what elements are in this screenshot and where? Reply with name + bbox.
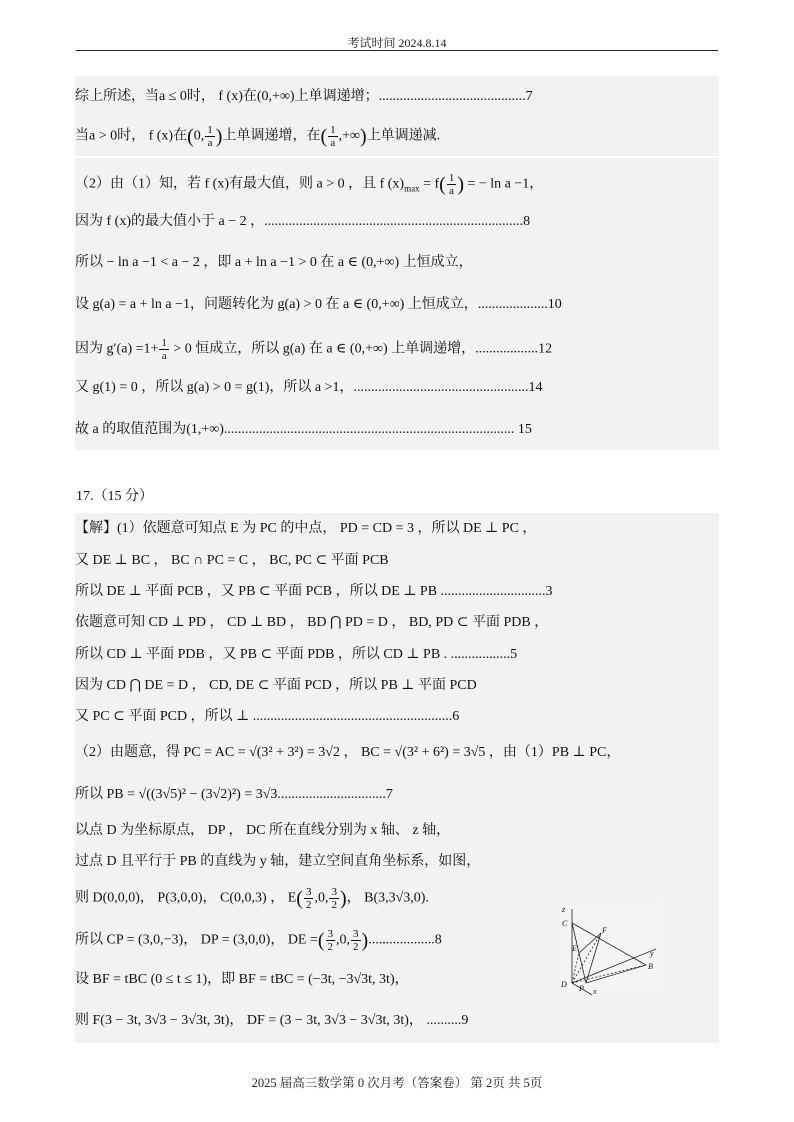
label-b: B bbox=[648, 962, 653, 971]
geometry-figure bbox=[558, 903, 663, 995]
block2-line-1: （2）由（1）知，若 f (x)有最大值，则 a > 0 ，且 f $(x)_{max} = f$( $\frac{1}{a}$ ) = − ln a −1， bbox=[75, 172, 544, 197]
block3-line-2: 又 DE ⊥ BC ， BC ∩ PC = C ， BC, PC ⊂ 平面 PCB bbox=[75, 553, 389, 568]
fraction-one-over-a: $\frac{1}{a}$ bbox=[448, 172, 455, 197]
exam-time-header: 考试时间 2024.8.14 bbox=[347, 36, 447, 50]
page-footer: 2025 届高三数学第 0 次月考（答案卷） 第 2页 共 5页 bbox=[251, 1076, 543, 1090]
label-p: P bbox=[579, 984, 584, 993]
block3-line-1: 【解】(1）依题意可知点 E 为 PC 的中点， PD = CD = 3 ，所以 DE ⊥ PC ， bbox=[75, 521, 537, 536]
fraction-three-halves: $\frac{3}{2}$ bbox=[331, 886, 337, 911]
label-y: y bbox=[650, 949, 654, 958]
block3-line-6: 因为 CD ⋂ DE = D ， CD, DE ⊂ 平面 PCD ，所以 PB ⊥ 平面 PCD bbox=[75, 678, 477, 693]
header-rule bbox=[76, 50, 718, 51]
edge-cb bbox=[572, 923, 646, 965]
block2-line-4: 设 g(a) = a + ln a −1，问题转化为 g(a) > 0 在 a ∈ (0,+∞) 上恒成立，....................10 bbox=[75, 297, 562, 312]
fraction-three-halves: $\frac{3}{2}$ bbox=[327, 928, 334, 953]
label-f: F bbox=[602, 926, 607, 935]
block3-line-13: 所以 CP = (3,0,−3)， DP = (3,0,0)， DE =( $\frac{3}{2}$ ,0, $\frac{3}{2}$ )...................8 bbox=[75, 928, 442, 953]
label-z: z bbox=[562, 905, 566, 914]
block3-line-7: 又 PC ⊂ 平面 PCD ，所以 ⊥ .........................................................6 bbox=[75, 709, 460, 724]
block1-line-2: 当a > 0时， f (x)在(0, $\frac{1}{a}$ )上单调递增，在( $\frac{1}{a}$ ,+∞)上单调递减. bbox=[75, 124, 441, 149]
block3-line-9: 所以 PB = √((3√5)² − (3√2)²) = 3√3...............................7 bbox=[75, 787, 393, 802]
block2-line-6: 又 g(1) = 0 ，所以 g(a) > 0 = g(1)，所以 a >1，..................................................14 bbox=[75, 380, 543, 395]
label-e: E bbox=[572, 944, 577, 953]
block3-line-10: 以点 D 为坐标原点， DP ， DC 所在直线分别为 x 轴、 z 轴， bbox=[75, 823, 451, 838]
block2-line-2: 因为 f (x)的最大值小于 a − 2 ，..........................................................................8 bbox=[75, 214, 531, 229]
edge-de bbox=[572, 953, 579, 983]
fraction-one-over-a: $\frac{1}{a}$ bbox=[207, 124, 213, 149]
block3-line-3: 所以 DE ⊥ 平面 PCB ，又 PB ⊂ 平面 PCB ，所以 DE ⊥ PB ..............................3 bbox=[75, 584, 553, 599]
block3-line-11: 过点 D 且平行于 PB 的直线为 y 轴，建立空间直角坐标系，如图， bbox=[75, 854, 481, 869]
block3-line-15: 则 F(3 − 3t, 3√3 − 3√3t, 3t)， DF = (3 − 3t, 3√3 − 3√3t, 3t)， ..........9 bbox=[75, 1013, 469, 1028]
edge-pf bbox=[586, 933, 601, 983]
block1-line-1: 综上所述，当a ≤ 0时， f (x)在(0,+∞)上单调递增；..........................................7 bbox=[75, 89, 533, 104]
solution-block-1 bbox=[75, 76, 719, 156]
block3-line-12: 则 D(0,0,0)， P(3,0,0)， C(0,0,3) ， E( $\frac{3}{2}$ ,0, $\frac{3}{2}$ )， B(3,3√3,0). bbox=[75, 886, 429, 911]
fraction-one-over-a: $\frac{1}{a}$ bbox=[330, 124, 336, 149]
coordinate-diagram bbox=[558, 903, 663, 995]
label-c: C bbox=[562, 919, 568, 928]
block3-line-14: 设 BF = tBC (0 ≤ t ≤ 1)，即 BF = tBC = (−3t, −3√3t, 3t)， bbox=[75, 972, 409, 987]
block2-line-3: 所以 − ln a −1 < a − 2 ，即 a + ln a −1 > 0 在 a ∈ (0,+∞) 上恒成立， bbox=[75, 255, 473, 270]
question-17-title: 17.（15 分） bbox=[76, 489, 153, 504]
block3-line-5: 所以 CD ⊥ 平面 PDB ，又 PB ⊂ 平面 PDB ，所以 CD ⊥ PB . .................5 bbox=[75, 647, 518, 662]
solution-block-2 bbox=[75, 158, 719, 450]
block3-line-4: 依题意可知 CD ⊥ PD ， CD ⊥ BD ， BD ⋂ PD = D ， BD, PD ⊂ 平面 PDB ， bbox=[75, 615, 549, 630]
fraction-one-over-a: $\frac{1}{a}$ bbox=[161, 337, 167, 362]
fraction-three-halves: $\frac{3}{2}$ bbox=[305, 886, 312, 911]
block3-line-8: （2）由题意，得 PC = AC = √(3² + 3²) = 3√2 ， BC = √(3² + 6²) = 3√5 ，由（1）PB ⊥ PC， bbox=[75, 745, 621, 760]
label-d: D bbox=[561, 980, 567, 989]
block2-line-5: 因为 g′(a) =1+ $\frac{1}{a}$ > 0 恒成立，所以 g(a) 在 a ∈ (0,+∞) 上单调递增，..................12 bbox=[75, 337, 553, 362]
label-x: x bbox=[593, 987, 597, 995]
fraction-three-halves: $\frac{3}{2}$ bbox=[353, 928, 359, 953]
block2-line-7: 故 a 的取值范围为(1,+∞)................................................................................... 15 bbox=[75, 422, 532, 437]
